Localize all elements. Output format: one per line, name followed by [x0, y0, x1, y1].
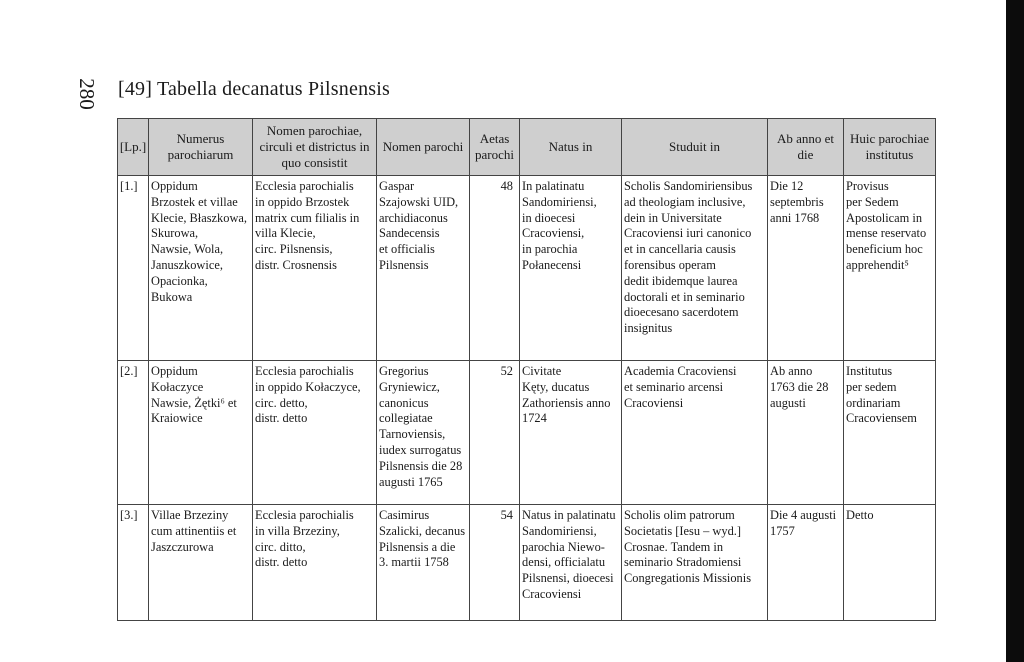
cell-numerus: Villae Brzeziny cum attinentiis et Jaszczurowa: [149, 505, 253, 621]
page-number: 280: [75, 78, 100, 110]
cell-aetas: 48: [470, 176, 520, 361]
col-header-numerus: Numerus parochiarum: [149, 119, 253, 176]
cell-nomen-parochi: Casimirus Szalicki, decanus Pilsnensis a die 3. martii 1758: [377, 505, 470, 621]
cell-ab-anno: Die 12 septembris anni 1768: [768, 176, 844, 361]
cell-aetas: 54: [470, 505, 520, 621]
cell-nomen-parochiae: Ecclesia parochialis in oppido Brzostek matrix cum filialis in villa Klecie, circ. Pilsnensis, distr. Crosnensis: [253, 176, 377, 361]
table-header-row: [118, 119, 936, 176]
cell-lp: [2.]: [118, 361, 149, 505]
cell-ab-anno: Die 4 augusti 1757: [768, 505, 844, 621]
cell-lp: [1.]: [118, 176, 149, 361]
decanatus-table: [117, 118, 936, 621]
scan-page-edge: [1006, 0, 1024, 662]
table-row: [118, 176, 936, 361]
col-header-studuit: Studuit in: [622, 119, 768, 176]
cell-studuit: Scholis Sandomiriensibus ad theologiam inclusive, dein in Universitate Cracoviensi iuri canonico et in cancellaria causis forensibus operam dedit ibidemque laurea doctorali et in seminario dioecesano sacerdotem insignitus: [622, 176, 768, 361]
col-header-institutus: Huic parochiae institutus: [844, 119, 936, 176]
cell-institutus: Institutus per sedem ordinariam Cracoviensem: [844, 361, 936, 505]
col-header-lp: [Lp.]: [118, 119, 149, 176]
table-row: [118, 505, 936, 621]
col-header-natus: Natus in: [520, 119, 622, 176]
cell-numerus: Oppidum Kołaczyce Nawsie, Żętki⁶ et Kraiowice: [149, 361, 253, 505]
table-row: [118, 361, 936, 505]
cell-natus: Natus in palatinatu Sandomiriensi, parochia Niewo- densi, officialatu Pilsnensi, dioecesi Cracoviensi: [520, 505, 622, 621]
cell-nomen-parochi: Gaspar Szajowski UID, archidiaconus Sandecensis et officialis Pilsnensis: [377, 176, 470, 361]
cell-institutus: Provisus per Sedem Apostolicam in mense reservato beneficium hoc apprehendit⁵: [844, 176, 936, 361]
cell-ab-anno: Ab anno 1763 die 28 augusti: [768, 361, 844, 505]
cell-institutus: Detto: [844, 505, 936, 621]
col-header-nomen-parochiae: Nomen parochiae, circuli et districtus in quo consistit: [253, 119, 377, 176]
cell-nomen-parochiae: Ecclesia parochialis in villa Brzeziny, circ. ditto, distr. detto: [253, 505, 377, 621]
col-header-ab-anno: Ab anno et die: [768, 119, 844, 176]
col-header-nomen-parochi: Nomen parochi: [377, 119, 470, 176]
cell-lp: [3.]: [118, 505, 149, 621]
page-title: [49] Tabella decanatus Pilsnensis: [118, 78, 390, 100]
cell-natus: Civitate Kęty, ducatus Zathoriensis anno 1724: [520, 361, 622, 505]
cell-studuit: Academia Cracoviensi et seminario arcensi Cracoviensi: [622, 361, 768, 505]
cell-studuit: Scholis olim patrorum Societatis [Iesu – wyd.] Crosnae. Tandem in seminario Stradomiensi Congregationis Missionis: [622, 505, 768, 621]
cell-aetas: 52: [470, 361, 520, 505]
cell-natus: In palatinatu Sandomiriensi, in dioecesi Cracoviensi, in parochia Połanecensi: [520, 176, 622, 361]
cell-numerus: Oppidum Brzostek et villae Klecie, Błaszkowa, Skurowa, Nawsie, Wola, Januszkowice, Opacionka, Bukowa: [149, 176, 253, 361]
cell-nomen-parochiae: Ecclesia parochialis in oppido Kołaczyce, circ. detto, distr. detto: [253, 361, 377, 505]
col-header-aetas: Aetas parochi: [470, 119, 520, 176]
cell-nomen-parochi: Gregorius Gryniewicz, canonicus collegiatae Tarnoviensis, iudex surrogatus Pilsnensis die 28 augusti 1765: [377, 361, 470, 505]
